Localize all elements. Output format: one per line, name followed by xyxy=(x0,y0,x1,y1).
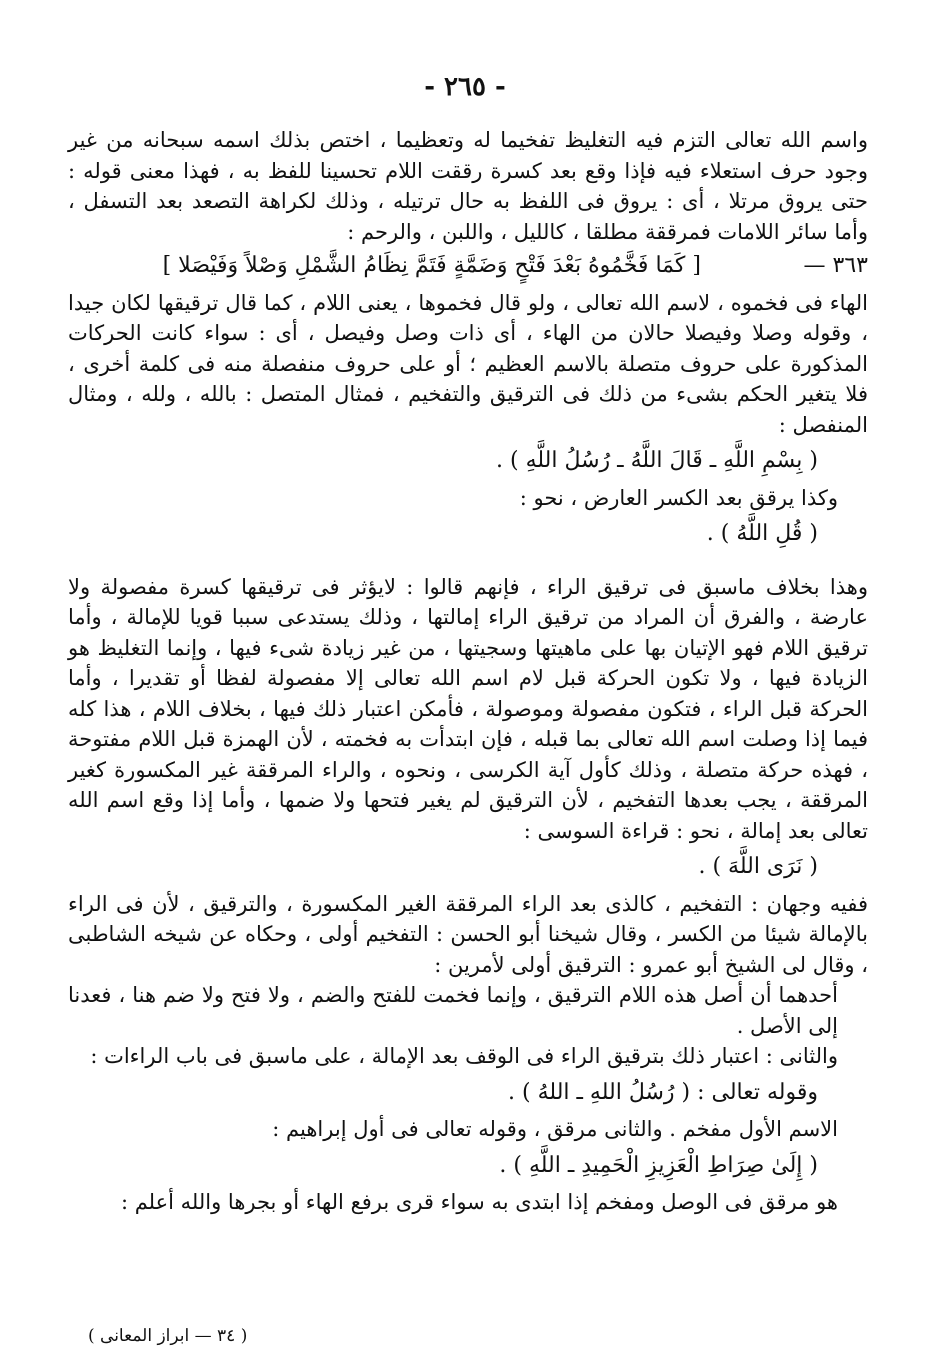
verse-number: ٣٦٣ — xyxy=(803,253,868,278)
quran-quote-1: ( بِسْمِ اللَّهِ ـ قَالَ اللَّهُ ـ رُسُلُ اللَّهِ ) . xyxy=(496,448,818,473)
verse-text: [ كَمَا فَخَّمُوهُ بَعْدَ فَتْحٍ وَضَمَّةٍ فَتَمَّ نِظَامُ الشَّمْلِ وَصْلاً وَفَيْصَلا ] xyxy=(162,253,701,278)
paragraph-3: وكذا يرقق بعد الكسر العارض ، نحو : xyxy=(519,485,838,510)
quran-quote-2: ( قُلِ اللَّهُ ) . xyxy=(706,521,818,546)
quran-quote-4: ( إِلَىٰ صِرَاطِ الْعَزِيزِ الْحَمِيدِ ـ اللَّهِ ) . xyxy=(499,1152,818,1178)
paragraph-5: ففيه وجهان : التفخيم ، كالذى بعد الراء المرققة الغير المكسورة ، والترقيق ، لأن فى الراء بالإمالة شيئا من الكسر ، وقال شيخنا أبو الحسن : التفخيم أولى ، وحكاه عن شيخه الشاطبى ، وقال لى الشيخ أبو عمرو : الترقيق أولى لأمرين : xyxy=(68,891,868,977)
paragraph-7: والثانى : اعتبار ذلك بترقيق الراء فى الوقف بعد الإمالة ، على ماسبق فى باب الراءات : xyxy=(90,1044,838,1068)
paragraph-8: وقوله تعالى : ( رُسُلُ اللهِ ـ اللهُ ) . xyxy=(508,1079,818,1105)
paragraph-4: وهذا بخلاف ماسبق فى ترقيق الراء ، فإنهم قالوا : لايؤثر فى ترقيقها كسرة مفصولة ولا عارضة ، والفرق أن المراد من ترقيق الراء إمالتها ، وذلك يستدعى سببا قويا للإمالة ، وأما ترقيق اللام فهو الإتيان بها على ماهيتها وسجيتها ، من غير زيادة شىء فيها ، وإنما التغليظ هو الزيادة فيها ، ولا تكون الحركة قبل لام اسم الله تعالى إلا مفصولة لفظا أو تقديرا ، وأما الحركة قبل الراء ، فتكون مفصولة وموصولة ، فأمكن اعتبار ذلك فيها ، بخلاف اللام ، هذا كله فيما إذا وصلت اسم الله تعالى بما قبله ، فإن ابتدأت به فخمته ، لأن الهمزة قبل اللام مفتوحة ، فهذه حركة متصلة ، وذلك كأول آية الكرسى ، ونحوه ، والراء المرققة غير المكسورة كغير المرققة ، يجب بعدها التفخيم ، لأن الترقيق لم يغير فتحها ولا ضمها ، وأما إذا وقع اسم الله تعالى بعد إمالة ، نحو : قراءة السوسى : xyxy=(68,574,868,843)
paragraph-1: واسم الله تعالى التزم فيه التغليظ تفخيما له وتعظيما ، اختص بذلك اسمه سبحانه من غير وجود حرف استعلاء فيه فإذا وقع بعد كسرة رققت اللام تحسينا للفظ به ، فهذا معنى قوله : حتى يروق مرتلا ، أى : يروق فى اللفظ به حال ترتيله ، وذلك لكراهة التصعد بعد التسفل ، وأما سائر اللامات فمرققة مطلقا ، كالليل ، واللبن ، والرحم : xyxy=(68,128,868,244)
page-body xyxy=(68,125,868,1218)
paragraph-10: هو مرقق فى الوصل ومفخم إذا ابتدى به سواء قرى برفع الهاء أو بجرها والله أعلم : xyxy=(120,1190,838,1214)
paragraph-9: الاسم الأول مفخم . والثانى مرقق ، وقوله تعالى فى أول إبراهيم : xyxy=(272,1117,838,1141)
paragraph-2: الهاء فى فخموه ، لاسم الله تعالى ، ولو قال فخموها ، يعنى اللام ، كما قال ترقيقها لكان جيدا ، وقوله وصلا وفيصلا حالان من الهاء ، أى ذات وصل وفيصل ، أى : سواء كانت الحركات المذكورة على حروف متصلة بالاسم العظيم ؛ أو على حروف منفصلة منه فى كلمة أخرى ، فلا يتغير الحكم بشىء من ذلك فى الترقيق والتفخيم ، فمثال المتصل : بالله ، ولله ، ومثال المنفصل : xyxy=(68,290,868,437)
page-number: - ٢٦٥ - xyxy=(424,72,506,102)
verse-line xyxy=(68,251,868,282)
quran-quote-3: ( نَرَى اللَّهَ ) . xyxy=(698,854,818,879)
page-footer: ( ٣٤ — ابراز المعانى ) xyxy=(88,1326,248,1346)
paragraph-6: أحدهما أن أصل هذه اللام الترقيق ، وإنما فخمت للفتح والضم ، ولا فتح ولا ضم هنا ، فعدنا إلى الأصل . xyxy=(68,983,838,1038)
